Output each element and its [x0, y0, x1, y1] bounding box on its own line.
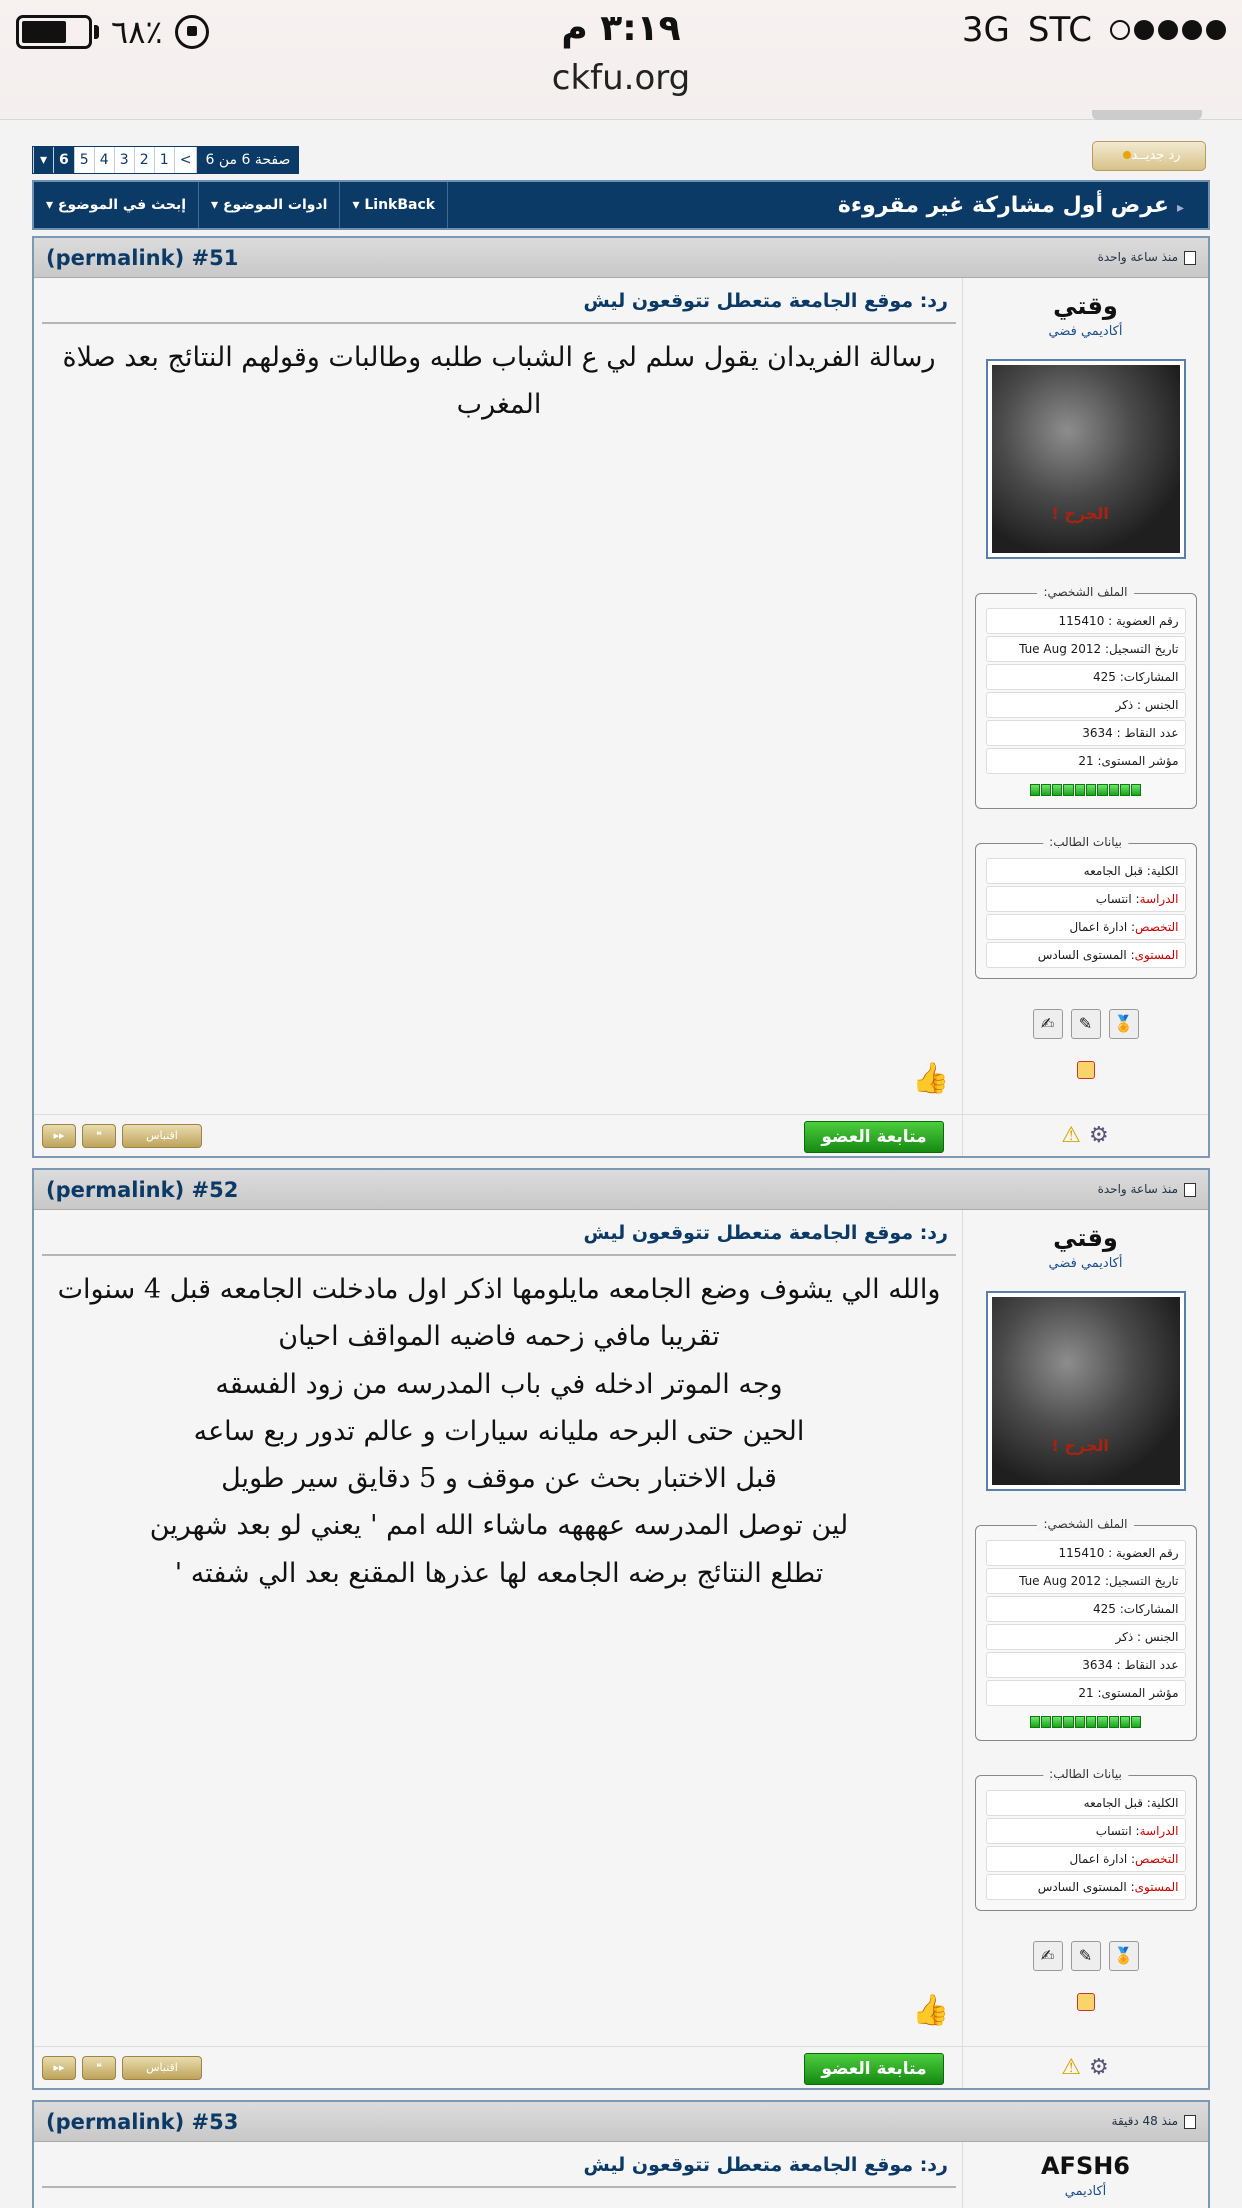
- avatar[interactable]: [986, 1291, 1186, 1491]
- username[interactable]: وقتي: [1053, 292, 1118, 320]
- post-52: [32, 1168, 1210, 2090]
- page-6[interactable]: 6: [53, 147, 74, 173]
- post-line-6: لين توصل المدرسه عهههه ماشاء الله امم ' يعني لو بعد شهرين: [149, 1510, 849, 1542]
- profile-legend: الملف الشخصي:: [1037, 1517, 1133, 1531]
- search-thread-menu[interactable]: ▾ إبحث في الموضوع: [34, 182, 199, 228]
- pencil-icon[interactable]: ✍: [1033, 1941, 1063, 1971]
- post-header: [34, 2102, 1208, 2142]
- post-51: [32, 236, 1210, 1158]
- thumbs-up-icon[interactable]: 👍: [912, 1993, 950, 2028]
- student-legend: بيانات الطالب:: [1043, 1767, 1128, 1781]
- first-unread-link[interactable]: ▸ عرض أول مشاركة غير مقروءة: [448, 193, 1208, 218]
- settings-icon[interactable]: ⚙: [1089, 1123, 1109, 1148]
- profile-points: عدد النقاط : 3634: [986, 1652, 1186, 1678]
- post-line-1: والله الي يشوف وضع الجامعه مايلومها اذكر اول مادخلت الجامعه قبل 4 سنوات: [57, 1274, 941, 1305]
- pager-label: صفحة 6 من 6: [196, 147, 298, 173]
- user-title: أكاديمي فضي: [1048, 1256, 1123, 1271]
- status-bar: [0, 0, 1242, 120]
- user-info: [962, 1210, 1208, 2088]
- profile-join-date: تاريخ التسجيل: Tue Aug 2012: [986, 636, 1186, 662]
- pager-dropdown-icon[interactable]: ▾: [33, 147, 53, 173]
- post-line-5: قبل الاختبار بحث عن موقف و 5 دقايق سير طويل: [221, 1463, 777, 1494]
- post-footer: [34, 2046, 964, 2088]
- permalink-link[interactable]: (permalink) #52: [46, 1177, 239, 1202]
- thumbs-up-icon[interactable]: 👍: [912, 1061, 950, 1096]
- battery-percent: ٦٨٪: [111, 13, 163, 51]
- profile-member-id: رقم العضوية : 115410: [986, 608, 1186, 634]
- status-time: ٣:١٩ م: [561, 8, 681, 49]
- post-date: منذ 48 دقيقة: [1112, 2114, 1196, 2129]
- multi-quote-icon[interactable]: ▸▸: [42, 2056, 76, 2080]
- student-study: الدراسة: انتساب: [986, 886, 1186, 912]
- thread-tools-menu[interactable]: ▾ ادوات الموضوع: [199, 182, 340, 228]
- page-2[interactable]: 2: [134, 147, 154, 173]
- page-5[interactable]: 5: [74, 147, 94, 173]
- network-type: 3G: [961, 10, 1010, 50]
- pencil-icon[interactable]: ✍: [1033, 1009, 1063, 1039]
- post-title: رد: موقع الجامعة متعطل تتوقعون ليش: [42, 1210, 956, 1256]
- student-major: التخصص: ادارة اعمال: [986, 914, 1186, 940]
- profile-level: مؤشر المستوى: 21: [986, 1680, 1186, 1706]
- thread-tools: [34, 182, 448, 228]
- post-header: [34, 238, 1208, 278]
- post-title: رد: موقع الجامعة متعطل تتوقعون ليش: [42, 2142, 956, 2188]
- page-1[interactable]: 1: [154, 147, 174, 173]
- user-footer: [962, 2046, 1208, 2088]
- medal-icon[interactable]: 🏅: [1109, 1941, 1139, 1971]
- note-icon[interactable]: ✎: [1071, 1941, 1101, 1971]
- new-reply-label: رد جديــد: [1131, 148, 1181, 163]
- follow-member-button[interactable]: متابعة العضو: [804, 1121, 944, 1153]
- medal-icon[interactable]: 🏅: [1109, 1009, 1139, 1039]
- carrier-name: STC: [1027, 10, 1092, 50]
- settings-icon[interactable]: ⚙: [1089, 2055, 1109, 2080]
- badge-icon[interactable]: [1077, 1993, 1095, 2011]
- profile-posts: المشاركات: 425: [986, 1596, 1186, 1622]
- linkback-menu[interactable]: ▾ LinkBack: [340, 182, 448, 228]
- student-study: الدراسة: انتساب: [986, 1818, 1186, 1844]
- post-title: رد: موقع الجامعة متعطل تتوقعون ليش: [42, 278, 956, 324]
- post-line-3: وجه الموتر ادخله في باب المدرسه من زود الفسقه: [215, 1368, 783, 1400]
- post-text: [34, 1256, 964, 1607]
- profile-join-date: تاريخ التسجيل: Tue Aug 2012: [986, 1568, 1186, 1594]
- post-header: [34, 1170, 1208, 1210]
- student-box: [975, 1767, 1197, 1911]
- user-info: [962, 278, 1208, 1156]
- user-footer: [962, 1114, 1208, 1156]
- post-line-7: تطلع النتائج برضه الجامعه لها عذرها المقنع بعد الي شفته ': [174, 1557, 824, 1589]
- signal-dot: [1110, 20, 1130, 40]
- signal-dot: [1134, 20, 1154, 40]
- profile-member-id: رقم العضوية : 115410: [986, 1540, 1186, 1566]
- quote-button[interactable]: اقتباس: [122, 1124, 202, 1148]
- profile-points: عدد النقاط : 3634: [986, 720, 1186, 746]
- address-url[interactable]: ckfu.org: [551, 58, 691, 98]
- student-level: المستوى: المستوى السادس: [986, 1874, 1186, 1900]
- post-controls: [42, 2056, 202, 2080]
- profile-gender: الجنس : ذكر: [986, 1624, 1186, 1650]
- awards: [963, 1009, 1208, 1039]
- post-footer: [34, 1114, 964, 1156]
- follow-member-button[interactable]: متابعة العضو: [804, 2053, 944, 2085]
- profile-level: مؤشر المستوى: 21: [986, 748, 1186, 774]
- user-info: [962, 2142, 1208, 2208]
- student-major: التخصص: ادارة اعمال: [986, 1846, 1186, 1872]
- note-icon[interactable]: ✎: [1071, 1009, 1101, 1039]
- profile-box: [975, 585, 1197, 809]
- pagination: [32, 146, 299, 174]
- username[interactable]: AFSH6: [1040, 2152, 1131, 2180]
- permalink-link[interactable]: (permalink) #53: [46, 2109, 239, 2134]
- post-controls: [42, 1124, 202, 1148]
- permalink-link[interactable]: (permalink) #51: [46, 245, 239, 270]
- username[interactable]: وقتي: [1053, 1224, 1118, 1252]
- report-warning-icon[interactable]: ⚠: [1061, 2055, 1081, 2080]
- profile-gender: الجنس : ذكر: [986, 692, 1186, 718]
- post-content: [34, 2142, 964, 2208]
- post-date: منذ ساعة واحدة: [1098, 1182, 1196, 1197]
- student-level: المستوى: المستوى السادس: [986, 942, 1186, 968]
- level-bar: [1030, 784, 1142, 796]
- quick-quote-icon[interactable]: ❝: [82, 2056, 116, 2080]
- post-date: منذ ساعة واحدة: [1098, 250, 1196, 265]
- signal-dot: [1182, 20, 1202, 40]
- post-line-2: تقريبا مافي زحمه فاضيه المواقف احيان: [278, 1321, 720, 1353]
- awards: [963, 1941, 1208, 1971]
- status-right: [962, 10, 1226, 50]
- user-title: أكاديمي: [1064, 2184, 1107, 2199]
- thread-header: [32, 180, 1210, 230]
- signal-icon: [1110, 20, 1226, 40]
- report-warning-icon[interactable]: ⚠: [1061, 1123, 1081, 1148]
- student-college: الكلية: قبل الجامعه: [986, 858, 1186, 884]
- user-title: أكاديمي فضي: [1048, 324, 1123, 339]
- profile-posts: المشاركات: 425: [986, 664, 1186, 690]
- profile-box: [975, 1517, 1197, 1741]
- multi-quote-icon[interactable]: ▸▸: [42, 1124, 76, 1148]
- post-content: [34, 278, 964, 1156]
- signal-dot: [1206, 20, 1226, 40]
- page-3[interactable]: 3: [114, 147, 134, 173]
- post-53: [32, 2100, 1210, 2208]
- post-text: رسالة الفريدان يقول سلم لي ع الشباب طلبه وطالبات وقولهم النتائج بعد صلاة المغرب: [62, 342, 936, 421]
- new-reply-button[interactable]: [1092, 141, 1206, 171]
- student-legend: بيانات الطالب:: [1043, 835, 1128, 849]
- page-4[interactable]: 4: [94, 147, 114, 173]
- post-line-4: الحين حتى البرحه مليانه سيارات و عالم تدور ربع ساعه: [193, 1415, 805, 1447]
- signal-dot: [1158, 20, 1178, 40]
- page-prev[interactable]: <: [174, 147, 197, 173]
- post-content: [34, 1210, 964, 2088]
- student-box: [975, 835, 1197, 979]
- badge-icon[interactable]: [1077, 1061, 1095, 1079]
- avatar[interactable]: [986, 359, 1186, 559]
- previous-post-fragment: [1092, 110, 1202, 120]
- profile-legend: الملف الشخصي:: [1037, 585, 1133, 599]
- student-college: الكلية: قبل الجامعه: [986, 1790, 1186, 1816]
- level-bar: [1030, 1716, 1142, 1728]
- quick-quote-icon[interactable]: ❝: [82, 1124, 116, 1148]
- quote-button[interactable]: اقتباس: [122, 2056, 202, 2080]
